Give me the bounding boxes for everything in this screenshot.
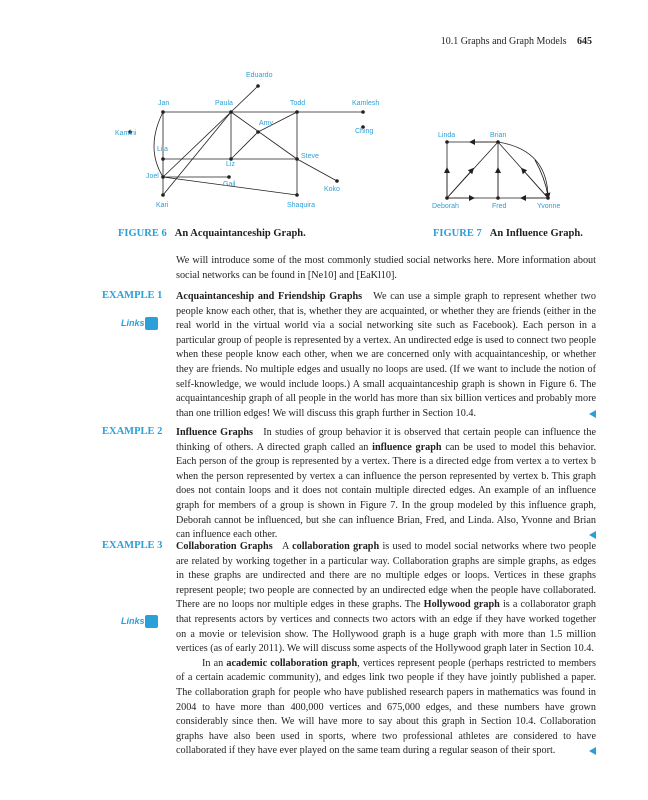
example-3-label: EXAMPLE 3 bbox=[102, 540, 163, 551]
mouse-icon bbox=[145, 615, 158, 628]
figure-7-graph bbox=[420, 120, 580, 220]
example-3-text-1: A bbox=[281, 541, 289, 552]
vertex-kari bbox=[161, 193, 165, 197]
example-3-text-2: is used to model social networks where two people are related by working together in a particular way. Collaboration graphs are simple graphs, as edges in these graphs are undirected and there are no multiple edges or loops. Vertices in these graphs represent people; two people are connected by an undirected edge when the people have collaborated. There are no loops nor multiple edges in these graphs. The bbox=[176, 541, 597, 611]
running-head: 10.1 Graphs and Graph Models bbox=[440, 36, 567, 47]
vertex-fred bbox=[496, 196, 500, 200]
label-yvonne: Yvonne bbox=[537, 203, 561, 210]
example-3-term-2: Hollywood graph bbox=[423, 599, 500, 611]
figure-6-graph bbox=[110, 60, 410, 220]
vertex-gail bbox=[227, 175, 231, 179]
label-deborah: Deborah bbox=[432, 203, 459, 210]
vertex-shaquira bbox=[295, 193, 299, 197]
figure-7-caption bbox=[433, 228, 583, 239]
label-jan: Jan bbox=[158, 100, 170, 107]
links-button-1[interactable] bbox=[121, 317, 157, 331]
label-brian: Brian bbox=[490, 132, 507, 139]
links-text: Links bbox=[121, 616, 145, 626]
label-paula: Paula bbox=[215, 100, 233, 107]
label-koko: Koko bbox=[324, 186, 340, 193]
label-shaquira: Shaquira bbox=[287, 202, 316, 209]
label-eduardo: Eduardo bbox=[246, 72, 273, 79]
vertex-linda bbox=[445, 140, 449, 144]
example-2-body bbox=[176, 426, 596, 543]
page-number: 645 bbox=[577, 36, 592, 47]
label-kari: Kari bbox=[156, 202, 169, 209]
example-3-term-1: collaboration graph bbox=[292, 541, 380, 552]
figure-7-label: FIGURE 7 bbox=[433, 228, 482, 239]
vertex-lila bbox=[161, 157, 165, 161]
vertex-koko bbox=[335, 179, 339, 183]
example-3-text-3: is a collaborator graph that represents actors by vertices and connects two actors with an edge if they have worked together on a movie or television show. The Hollywood graph is a huge graph with more than 1.5 million vertices (as of early 2011). We will discuss some aspects of the Hollywood graph later in Section 10.4. bbox=[176, 599, 597, 655]
example-1-label: EXAMPLE 1 bbox=[102, 290, 163, 301]
example-1-text: We can use a simple graph to represent whether two people know each other, that is, whether they are acquainted, or whether they are friends (either in the real world in the virtual world via a social networking site such as Facebook). Each person in a particular group of people is represented by a vertex. An undirected edge is used to connect two people when these people know each other, when we are concerned only with acquaintanceship, or whether they are friends. No multiple edges and usually no loops are used. (If we want to include the notion of self-knowledge, we would include loops.) A small acquaintanceship graph is shown in Figure 6. The acquaintanceship graph of all people in the world has more than six billion vertices and probably more than one trillion edges! We will discuss this graph further in Section 10.4. bbox=[176, 291, 596, 419]
end-of-example-icon bbox=[589, 410, 596, 418]
example-2-text-2: can be used to model this behavior. Each person of the group is represented by a vertex. There is a directed edge from vertex a to vertex b when the person represented by vertex a can influence the person represented by vertex b. This graph does not contain loops and it does not contain multiple directed edges. An example of an influence graph for members of a group is shown in Figure 7. In the group modeled by this influence graph, Deborah cannot be influenced, but she can influence Brian, Fred, and Linda. Also, Yvonne and Brian can influence each other. bbox=[176, 441, 597, 541]
vertex-amy bbox=[256, 130, 260, 134]
example-3-p2-text-1: In an bbox=[202, 657, 224, 669]
figure-6-title: An Acquaintanceship Graph. bbox=[174, 228, 306, 239]
vertex-brian bbox=[496, 140, 500, 144]
example-2-label: EXAMPLE 2 bbox=[102, 426, 163, 437]
example-3-p2-term: academic collaboration graph bbox=[226, 657, 358, 669]
intro-paragraph bbox=[176, 254, 596, 283]
label-kamlesh: Kamlesh bbox=[352, 100, 380, 107]
example-3-title: Collaboration Graphs bbox=[176, 541, 273, 552]
label-fred: Fred bbox=[492, 203, 507, 210]
label-todd: Todd bbox=[290, 100, 306, 107]
vertex-yvonne bbox=[546, 196, 550, 200]
label-amy: Amy bbox=[259, 120, 273, 127]
example-1-body bbox=[176, 290, 596, 421]
figure-7-title: An Influence Graph. bbox=[489, 228, 583, 239]
label-lila: Lila bbox=[157, 146, 168, 153]
vertex-eduardo bbox=[256, 84, 260, 88]
example-2-term: influence graph bbox=[372, 441, 442, 453]
example-2-title: Influence Graphs bbox=[176, 427, 253, 438]
label-gail: Gail bbox=[223, 181, 236, 188]
vertex-joel bbox=[161, 175, 165, 179]
vertex-todd bbox=[295, 110, 299, 114]
end-of-example-icon bbox=[589, 747, 596, 755]
label-liz: Liz bbox=[226, 161, 235, 168]
mouse-icon bbox=[145, 317, 158, 330]
label-linda: Linda bbox=[438, 132, 456, 139]
example-3-p2-text-2: , vertices represent people (perhaps restricted to members of a certain academic community), and edges link two people if they have jointly published a paper. The collaboration graph for people who have published research papers in mathematics was found in 2004 to have more than 400,000 vertices and 675,000 edges, and these numbers have grown considerably since then. We will have more to say about this graph in Section 10.4. Collaboration graphs have also been used in sports, where two professional athletes are considered to have collaborated if they have ever played on the same team during a regular season of their sport. bbox=[176, 657, 596, 757]
vertex-kamlesh bbox=[361, 110, 365, 114]
figure-6-label: FIGURE 6 bbox=[118, 228, 167, 239]
intro-text: We will introduce some of the most commonly studied social networks here. More information about social networks can be found in [Ne10] and [EaKl10]. bbox=[176, 255, 596, 281]
vertex-jan bbox=[161, 110, 165, 114]
example-1-title: Acquaintanceship and Friendship Graphs bbox=[176, 291, 363, 302]
label-joel: Joel bbox=[146, 173, 159, 180]
example-3-body bbox=[176, 540, 596, 759]
label-ching: Ching bbox=[355, 128, 374, 135]
label-steve: Steve bbox=[301, 153, 319, 160]
end-of-example-icon bbox=[589, 531, 596, 539]
vertex-paula bbox=[229, 110, 233, 114]
links-text: Links bbox=[121, 318, 145, 328]
page-header bbox=[441, 36, 592, 47]
label-kamini: Kamini bbox=[115, 130, 137, 137]
vertex-steve bbox=[295, 157, 299, 161]
example-2-text-1: In studies of group behavior it is observed that certain people can influence the thinking of others. A directed graph called an bbox=[176, 427, 597, 453]
figure-6-caption bbox=[118, 228, 306, 239]
vertex-deborah bbox=[445, 196, 449, 200]
links-button-3[interactable] bbox=[121, 615, 157, 629]
